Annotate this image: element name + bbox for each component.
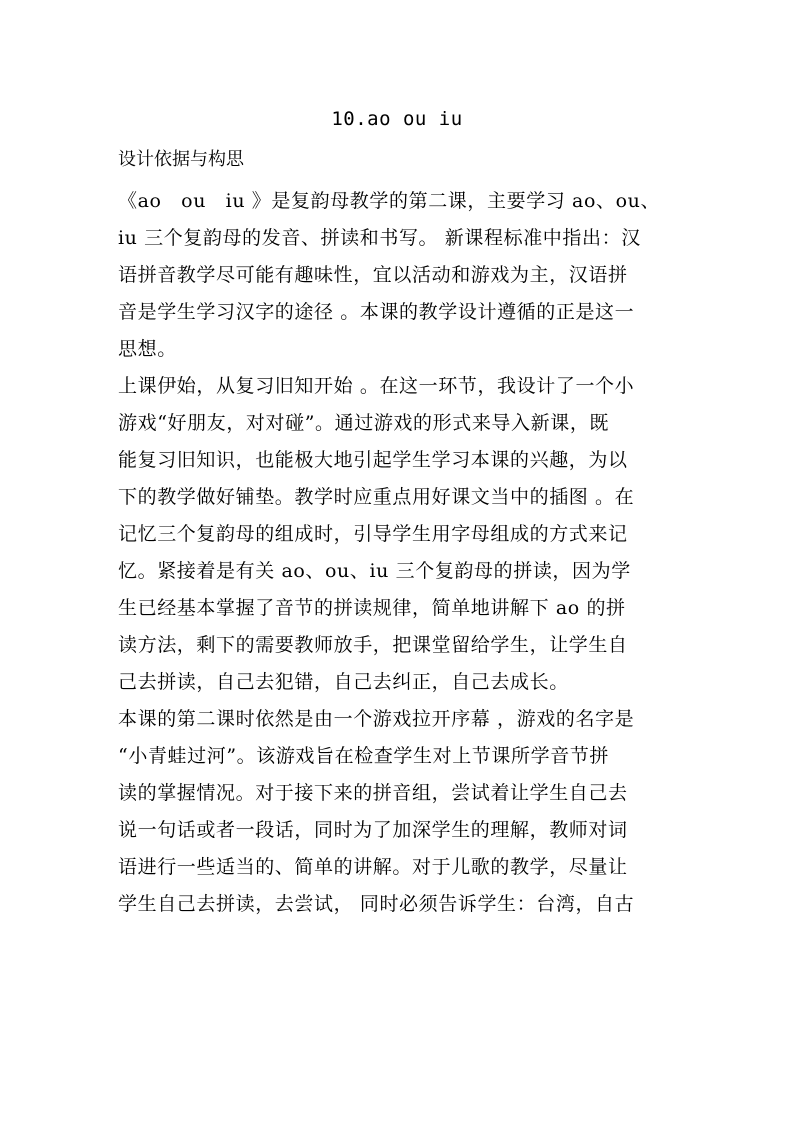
text-line: 忆。紧接着是有关 ao、ou、iu 三个复韵母的拼读，因为学 — [118, 560, 631, 582]
text-line: 下的教学做好铺垫。教学时应重点用好课文当中的插图 。在 — [118, 486, 635, 508]
text-line: 读的掌握情况。对于接下来的拼音组，尝试着让学生自己去 — [118, 782, 628, 804]
text-line: 游戏“好朋友，对对碰”。通过游戏的形式来导入新课，既 — [118, 412, 610, 434]
text-line: 读方法，剩下的需要教师放手，把课堂留给学生，让学生自 — [118, 634, 628, 656]
text-line: iu 三个复韵母的发音、拼读和书写。 新课程标准中指出：汉 — [118, 227, 641, 249]
text-line: 记忆三个复韵母的组成时，引导学生用字母组成的方式来记 — [118, 523, 628, 545]
text-line: 《ao ou iu 》是复韵母教学的第二课，主要学习 ao、ou、 — [118, 190, 661, 212]
text-line: 学生自己去拼读，去尝试， 同时必须告诉学生：台湾，自古 — [118, 893, 635, 915]
text-line: “小青蛙过河”。该游戏旨在检查学生对上节课所学音节拼 — [118, 745, 610, 767]
text-line: 本课的第二课时依然是由一个游戏拉开序幕 ，游戏的名字是 — [118, 708, 635, 730]
document-title: 10.ao ou iu — [331, 108, 463, 130]
text-line: 语进行一些适当的、简单的讲解。对于儿歌的教学，尽量让 — [118, 856, 628, 878]
section-heading: 设计依据与构思 — [118, 149, 244, 170]
text-line: 说一句话或者一段话，同时为了加深学生的理解，教师对词 — [118, 819, 628, 841]
text-line: 思想。 — [118, 338, 177, 360]
text-line: 音是学生学习汉字的途径 。本课的教学设计遵循的正是这一 — [118, 301, 635, 323]
text-line: 能复习旧知识，也能极大地引起学生学习本课的兴趣，为以 — [118, 449, 628, 471]
text-line: 己去拼读，自己去犯错，自己去纠正，自己去成长。 — [118, 671, 569, 693]
text-line: 生已经基本掌握了音节的拼读规律，简单地讲解下 ao 的拼 — [118, 597, 626, 619]
document-body — [118, 183, 688, 923]
text-line: 上课伊始，从复习旧知开始 。在这一环节，我设计了一个小 — [118, 375, 635, 397]
text-line: 语拼音教学尽可能有趣味性，宜以活动和游戏为主，汉语拼 — [118, 264, 628, 286]
